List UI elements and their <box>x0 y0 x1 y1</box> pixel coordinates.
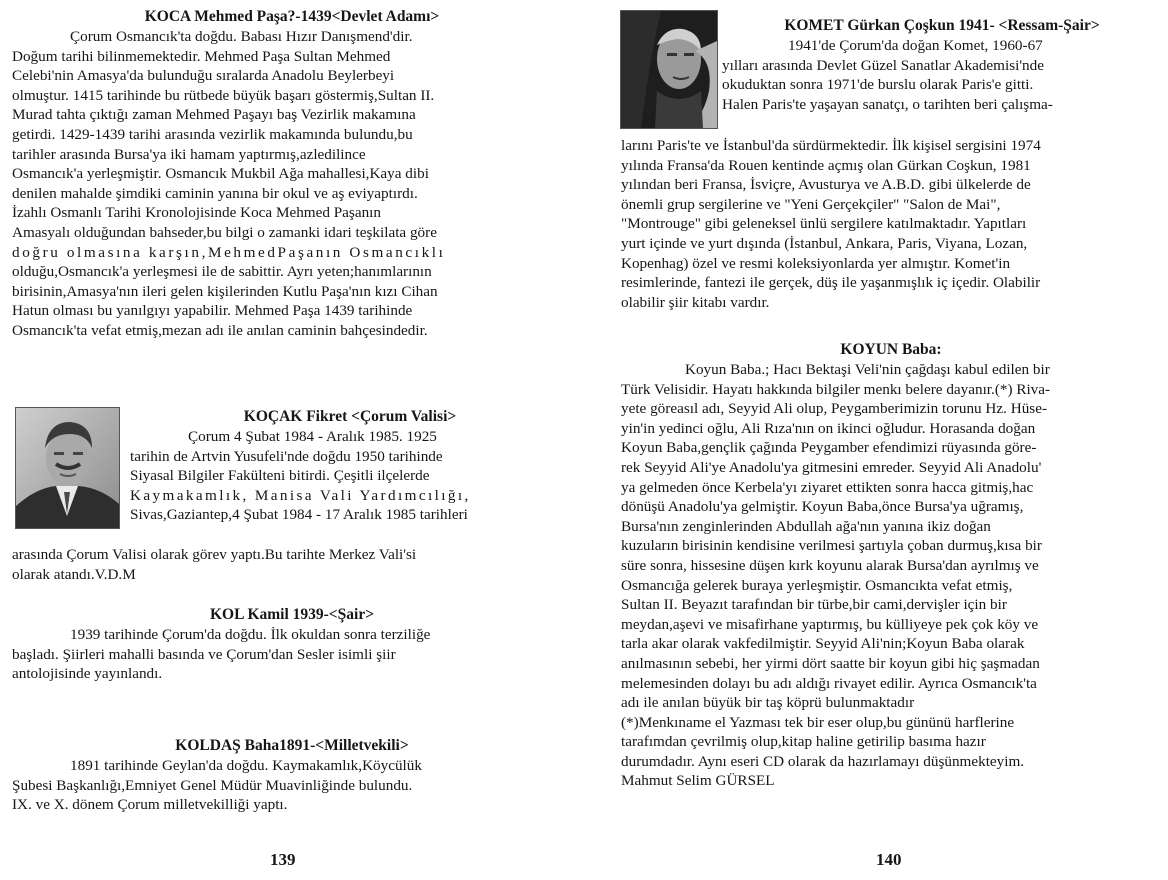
entry-line: IX. ve X. dönem Çorum milletvekilliği yaptı. <box>12 796 288 814</box>
entry-line: Kaymakamlık, Manisa Vali Yardımcılığı, <box>130 486 471 504</box>
entry-line: olarak atandı.V.D.M <box>12 565 136 583</box>
entry-line: yılları arasında Devlet Güzel Sanatlar Akademisi'nde <box>722 56 1044 74</box>
entry-line: arasında Çorum Valisi olarak görev yaptı.Bu tarihte Merkez Vali'si <box>12 546 417 563</box>
entry-line: Murad tahta çıktığı zaman Mehmed Paşayı baş Vezirlik makamına <box>12 106 416 124</box>
portrait-photo <box>620 10 718 129</box>
entry-line: Kopenhag) özel ve resmi koleksiyonlarda yer almıştır. Komet'in <box>621 254 1011 272</box>
entry-kocak-fikret-continued <box>12 545 572 584</box>
portrait-man-suit-icon <box>16 408 119 528</box>
footnote-line: (*)Menkıname el Yazması tek bir eser olup,bu gününü harflerine <box>621 713 1015 731</box>
entry-line: Halen Paris'te yaşayan sanatçı, o tarihten beri çalışma- <box>722 95 1053 113</box>
entry-kocak-fikret <box>130 407 570 525</box>
right-page <box>584 0 1168 880</box>
entry-kol-kamil <box>12 605 572 684</box>
entry-line: "Montrouge" gibi geleneksel ünlü sergilere katılmaktadır. Yapıtları <box>621 215 1027 233</box>
entry-line: dönüşü Anadolu'ya gelmiştir. Koyun Baba,önce Bursa'ya uğramış, <box>621 498 1024 516</box>
entry-line: Sultan II. Beyazıt tarafından bir türbe,bir cami,dervişler için bir <box>621 596 1007 614</box>
entry-koca-mehmed-pasa <box>12 7 572 341</box>
entry-line: doğru olmasına karşın,MehmedPaşanın Osmancıklı <box>12 243 446 261</box>
page-number: 139 <box>270 850 296 869</box>
entry-line: Şubesi Başkanlığı,Emniyet Genel Müdür Muavinliğinde bulundu. <box>12 776 413 794</box>
entry-line: önemli grup sergilerine ve "Yeni Gerçekçiler" "Salon de Mai", <box>621 195 1001 213</box>
entry-line: tarla akar olarak vakfedilmiştir. Seyyid Ali'nin;Koyun Baba olarak <box>621 635 1025 653</box>
entry-line: olduğu,Osmancık'a yerleşmesi ile de sabittir. Ayrı yeten;hanımlarının <box>12 263 432 281</box>
entry-line: getirdi. 1429-1439 tarihi arasında vezirlik makamında bulundu,bu <box>12 125 413 143</box>
entry-line: yılında Fransa'da Rouen kentinde açmış olan Gürkan Coşkun, 1981 <box>621 156 1031 174</box>
entry-heading: KOÇAK Fikret <Çorum Valisi> <box>243 408 457 425</box>
entry-line: antolojisinde yayınlandı. <box>12 665 163 683</box>
entry-komet-gurkan-coskun <box>722 16 1162 114</box>
entry-line: Bursa'nın zenginlerinden Abdullah ağa'nın yanına ikiz doğan <box>621 517 991 535</box>
entry-heading: KOCA Mehmed Paşa?-1439<Devlet Adamı> <box>144 8 440 25</box>
entry-line: tarihin de Artvin Yusufeli'nde doğdu 1950 tarihinde <box>130 447 443 465</box>
entry-line: Çorum 4 Şubat 1984 - Aralık 1985. 1925 <box>188 428 437 445</box>
entry-line: Türk Velisidir. Hayatı hakkında bilgiler menkı belere dayanır.(*) Riva- <box>621 380 1051 398</box>
entry-koldas-baha <box>12 736 572 815</box>
entry-line: Koyun Baba.; Hacı Bektaşi Veli'nin çağdaşı kabul edilen bir <box>685 361 1050 378</box>
entry-line: Sivas,Gaziantep,4 Şubat 1984 - 17 Aralık 1985 tarihleri <box>130 506 468 524</box>
entry-line: 1891 tarihinde Geylan'da doğdu. Kaymakamlık,Köycülük <box>70 757 422 774</box>
entry-line: melemesinden dolayı bu adı aldığı rivayet edilir. Ayrıca Osmancık'ta <box>621 674 1037 692</box>
entry-koyun-baba <box>621 340 1161 791</box>
entry-heading: KOYUN Baba: <box>840 341 942 358</box>
entry-line: olmuştur. 1415 tarihinde bu rütbede büyük başarı göstermiş,Sultan II. <box>12 86 435 104</box>
portrait-photo <box>15 407 120 529</box>
entry-line: Koyun Baba,gençlik çağında Peygamber efendimizi rüyasında göre- <box>621 439 1037 457</box>
entry-line: okuduktan sonra 1971'de burslu olarak Paris'e gitti. <box>722 76 1034 94</box>
entry-line: Osmancık'a yerleşmiştir. Osmancık Mukbil Ağa mahallesi,Kaya dibi <box>12 165 429 183</box>
entry-line: Osmancık'ta vefat etmiş,mezan adı ile anılan caminin bahçesindedir. <box>12 321 428 339</box>
entry-line: ya gelmeden önce Kerbela'yı ziyaret ettikten sonra hacca gitmiş,hac <box>621 478 1034 496</box>
footnote-line: durumdadır. Aynı eseri CD olarak da hazırlamayı düşünmekteyim. <box>621 752 1025 770</box>
entry-line: yete göreasıl adı, Seyyid Ali olup, Peygamberimizin torunu Hz. Hüse- <box>621 400 1048 418</box>
entry-line: Hatun olması bu yanılgıyı yapabilir. Mehmed Paşa 1439 tarihinde <box>12 302 413 320</box>
entry-line: Çorum Osmancık'ta doğdu. Babası Hızır Danışmend'dir. <box>70 28 413 45</box>
entry-line: tarihler arasında Bursa'ya iki hamam yaptırmış,azledilince <box>12 145 366 163</box>
entry-line: Amasyalı olduğundan bahseder,bu bilgi o zamanki idari teşkilata göre <box>12 223 437 241</box>
footnote-line: tarafımdan çevrilmiş olup,kitap haline getirilip basıma hazır <box>621 733 986 751</box>
entry-line: birisinin,Amasya'nın ileri gelen kişilerinden Kutlu Paşa'nın kızı Cihan <box>12 282 438 300</box>
entry-line: süre sonra, hissesine düşen kırk koyunu alarak Bursa'dan ayrılmış ve <box>621 556 1039 574</box>
entry-line: Siyasal Bilgiler Fakülteni bitirdi. Çeşitli ilçelerde <box>130 467 430 485</box>
entry-line: rek Seyyid Ali'ye Anadolu'ya gitmesini emreder. Seyyid Ali Anadolu' <box>621 458 1042 476</box>
entry-line: kuzuların birisinin kendisine verilmesi şartıyla çoban durmuş,kısa bir <box>621 537 1042 555</box>
entry-line: Osmancığa gelerek buraya yerleşmiştir. Osmancıkta vefat etmiş, <box>621 576 1013 594</box>
entry-line: yılından beri Fransa, İsviçre, Avusturya ve A.B.D. gibi ülkelerde de <box>621 176 1031 194</box>
entry-line: anılmasının sebebi, her yirmi dört saatte bir koyun gibi hiç şaşmadan <box>621 654 1040 672</box>
entry-heading: KOL Kamil 1939-<Şair> <box>209 606 375 623</box>
page-number: 140 <box>876 850 902 869</box>
entry-line: Doğum tarihi bilinmemektedir. Mehmed Paşa Sultan Mehmed <box>12 47 391 65</box>
entry-line: 1939 tarihinde Çorum'da doğdu. İlk okuldan sonra terziliğe <box>70 626 431 643</box>
portrait-man-hand-icon <box>621 11 717 128</box>
entry-heading: KOLDAŞ Baha1891-<Milletvekili> <box>175 737 409 754</box>
entry-line: adı ile anılan büyük bir taş köprü bulunmaktadır <box>621 694 915 712</box>
entry-line: Celebi'nin Amasya'da bulunduğu sıralarda Anadolu Beylerbeyi <box>12 67 395 85</box>
entry-line: denilen mahalde şimdiki caminin yanına bir okul ve aş eviyaptırdı. <box>12 184 418 202</box>
entry-line: larını Paris'te ve İstanbul'da sürdürmektedir. İlk kişisel sergisini 1974 <box>621 137 1041 154</box>
entry-line: yin'in yedinci oğlu, Ali Rıza'nın on ikinci oğludur. Horasanda doğan <box>621 419 1036 437</box>
entry-heading: KOMET Gürkan Çoşkun 1941- <Ressam-Şair> <box>784 17 1100 34</box>
entry-line: resimlerinde, fantezi ile gerçek, düş ile yaşanmışlık iç içedir. Olabilir <box>621 274 1041 292</box>
entry-line: 1941'de Çorum'da doğan Komet, 1960-67 <box>788 37 1043 54</box>
entry-line: İzahlı Osmanlı Tarihi Kronolojisinde Koca Mehmed Paşanın <box>12 204 381 222</box>
entry-line: yurt içinde ve yurt dışında (İstanbul, Ankara, Paris, Viyana, Lozan, <box>621 234 1028 252</box>
entry-line: meydan,aşevi ve misafirhane yaptırmış, bu külliyeye pek çok köy ve <box>621 615 1039 633</box>
entry-line: olabilir şiir kitabı vardır. <box>621 293 770 311</box>
entry-line: başladı. Şiirleri mahalli basında ve Çorum'dan Sesler isimli şiir <box>12 645 396 663</box>
author-signature: Mahmut Selim GÜRSEL <box>621 772 775 790</box>
entry-komet-continued <box>621 136 1161 312</box>
